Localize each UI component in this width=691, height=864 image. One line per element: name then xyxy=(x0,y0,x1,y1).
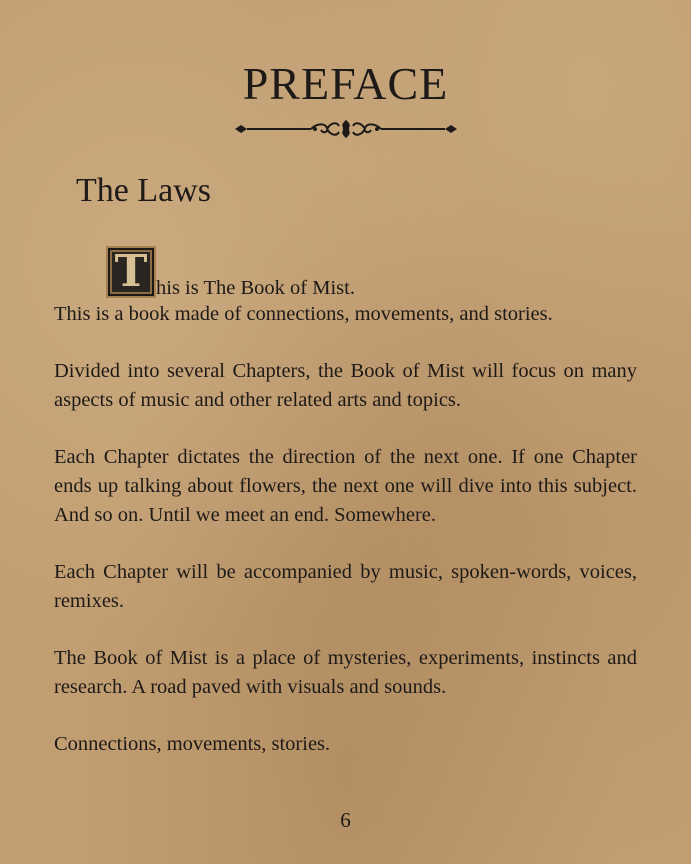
paragraph: The Book of Mist is a place of mysteries, experiments, instincts and research. A road paved with visuals and sounds. xyxy=(54,647,637,698)
page-title: PREFACE xyxy=(242,58,449,109)
first-line xyxy=(54,246,637,300)
section-heading: The Laws xyxy=(76,172,212,209)
paragraph: Each Chapter dictates the direction of the next one. If one Chapter ends up talking about flowers, the next one will dive into this subject. And so on. Until we meet an end. Somewhere. xyxy=(54,446,637,526)
paragraph: Divided into several Chapters, the Book of Mist will focus on many aspects of music and other related arts and topics. xyxy=(54,360,637,411)
paragraph: Each Chapter will be accompanied by music, spoken-words, voices, remixes. xyxy=(54,561,637,612)
paragraph: Connections, movements, stories. xyxy=(54,733,331,755)
drop-cap-initial: T xyxy=(106,246,156,298)
page-number: 6 xyxy=(340,808,351,832)
first-paragraph-second-line: This is a book made of connections, movements, and stories. xyxy=(54,303,553,325)
first-line-text: his is The Book of Mist. xyxy=(156,277,355,299)
paragraph xyxy=(54,246,637,329)
body-text xyxy=(54,246,637,787)
scroll-divider-icon xyxy=(233,118,459,140)
